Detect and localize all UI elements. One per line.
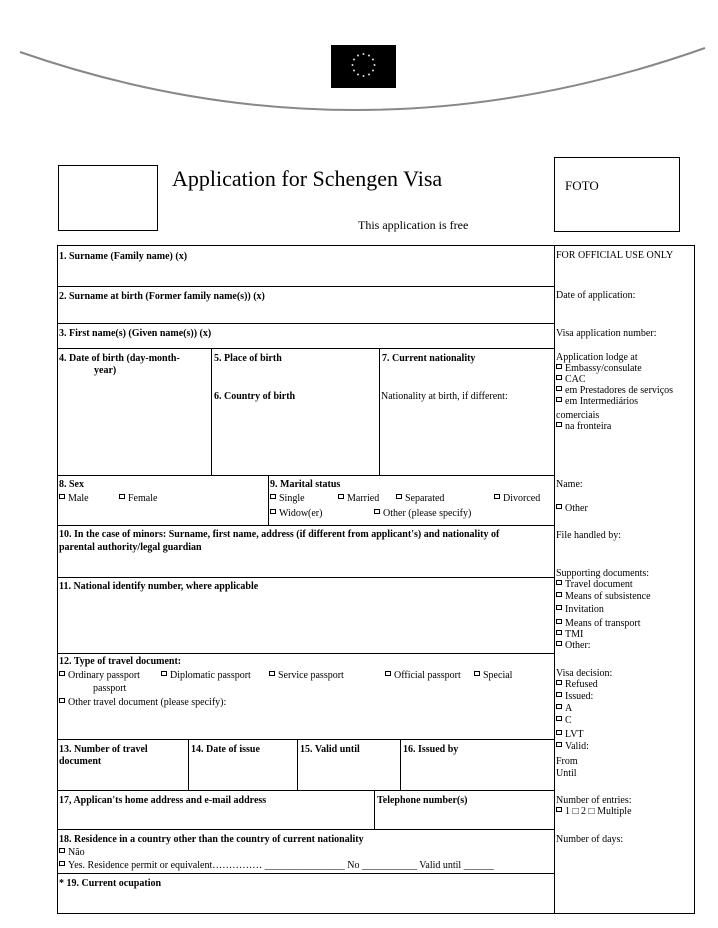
free-note: This application is free [358, 218, 469, 232]
a-label: A [565, 703, 573, 714]
checkbox-icon [59, 494, 65, 499]
marital-widow-option[interactable] [270, 508, 322, 520]
checkbox-icon [556, 592, 562, 597]
issued-label: Issued: [565, 691, 594, 702]
days-label: Number of days: [556, 834, 624, 845]
foto-label: FOTO [565, 178, 599, 193]
fronteira-label: na fronteira [565, 421, 612, 432]
checkbox-icon [474, 671, 480, 676]
support-means-transport-option[interactable] [556, 618, 641, 629]
checkbox-icon [270, 494, 276, 499]
foto-box [554, 157, 680, 232]
row-line [58, 577, 554, 578]
checkbox-icon [556, 504, 562, 509]
checkbox-icon [556, 680, 562, 685]
visa-number-label: Visa application number: [556, 328, 657, 339]
checkbox-icon [385, 671, 391, 676]
field-9-label: 9. Marital status [270, 479, 341, 490]
lodge-cac-option[interactable] [556, 374, 586, 385]
lodge-fronteira-option[interactable] [556, 421, 611, 432]
cac-label: CAC [565, 374, 586, 385]
support-means-sub-option[interactable] [556, 591, 651, 602]
field-1-label: 1. Surname (Family name) (x) [59, 251, 188, 262]
ordinary-label: Ordinary passport [68, 670, 140, 681]
application-form [57, 245, 695, 914]
travel-other-option[interactable] [59, 697, 226, 709]
other-specify-label: Other (please specify) [383, 508, 472, 519]
lodge-intermediarios-option[interactable] [556, 396, 638, 407]
field-18-label: 18. Residence in a country other than the country of current nationality [59, 834, 364, 845]
other-label: Other [565, 503, 588, 514]
checkbox-icon [119, 494, 125, 499]
entries-label: Number of entries: [556, 795, 632, 806]
checkbox-icon [270, 509, 276, 514]
embassy-label: Embassy/consulate [565, 363, 642, 374]
photo-box-left [58, 165, 158, 231]
checkbox-icon [556, 397, 562, 402]
name-label: Name: [556, 479, 583, 490]
field-16-label: 16. Issued by [403, 744, 459, 755]
travel-diplomatic-option[interactable] [161, 670, 251, 682]
field-2-label: 2. Surname at birth (Former family name(s)) (x) [59, 291, 265, 302]
official-heading: FOR OFFICIAL USE ONLY [556, 250, 674, 261]
checkbox-icon [59, 698, 65, 703]
checkbox-icon [269, 671, 275, 676]
field-7-label: 7. Current nationality [382, 353, 476, 364]
divorced-label: Divorced [503, 493, 541, 504]
sex-male-option[interactable] [59, 493, 89, 505]
means-sub-label: Means of subsistence [565, 591, 651, 602]
decision-lvt-option[interactable] [556, 729, 584, 740]
entries-options[interactable] [556, 806, 632, 817]
file-handled-label: File handled by: [556, 530, 621, 541]
page-title: Application for Schengen Visa [172, 166, 443, 191]
col-line [374, 790, 375, 829]
male-label: Male [68, 493, 89, 504]
widow-label: Widow(er) [279, 508, 323, 519]
field-13-label: 13. Number of travel [59, 744, 148, 755]
checkbox-icon [59, 861, 65, 866]
checkbox-icon [556, 704, 562, 709]
official-label: Official passport [394, 670, 461, 681]
other-travel-label: Other travel document (please specify): [68, 697, 227, 708]
checkbox-icon [374, 509, 380, 514]
field-6-label: 6. Country of birth [214, 391, 296, 402]
decision-a-option[interactable] [556, 703, 572, 714]
row-line [58, 653, 554, 654]
checkbox-icon [396, 494, 402, 499]
lodge-embassy-option[interactable] [556, 363, 642, 374]
field-19-label: * 19. Current ocupation [59, 878, 162, 889]
official-column-divider [554, 246, 555, 914]
lodge-label: Application lodge at [556, 352, 638, 363]
decision-issued-option[interactable] [556, 691, 593, 702]
checkbox-icon [556, 605, 562, 610]
residence-yes-option[interactable] [59, 860, 494, 872]
until-label: Until [556, 768, 577, 779]
col-line [379, 348, 380, 475]
checkbox-icon [556, 630, 562, 635]
diplomatic-label: Diplomatic passport [170, 670, 251, 681]
checkbox-icon [556, 692, 562, 697]
checkbox-icon [556, 716, 562, 721]
single-label: Single [279, 493, 305, 504]
means-transport-label: Means of transport [565, 618, 641, 629]
col-line [188, 739, 189, 790]
checkbox-icon [556, 619, 562, 624]
field-10-label: 10. In the case of minors: Surname, first name, address (if different from applicant's) and nationality of [59, 529, 500, 540]
checkbox-icon [556, 730, 562, 735]
col-line [297, 739, 298, 790]
support-tmi-option[interactable] [556, 629, 583, 640]
nao-label: Não [68, 847, 85, 858]
support-invitation-option[interactable] [556, 604, 604, 615]
visa-decision-label: Visa decision: [556, 668, 613, 679]
nationality-at-birth-label: Nationality at birth, if different: [381, 391, 508, 402]
intermediarios-label: em Intermediários [565, 396, 639, 407]
checkbox-icon [556, 375, 562, 380]
c-label: C [565, 715, 572, 726]
row-line [58, 525, 554, 526]
checkbox-icon [556, 742, 562, 747]
field-13-label-cont: document [59, 756, 102, 767]
prestadores-label: em Prestadores de serviços [565, 385, 674, 396]
from-label: From [556, 756, 578, 767]
sex-female-option[interactable] [119, 493, 157, 505]
checkbox-icon [161, 671, 167, 676]
invitation-label: Invitation [565, 604, 604, 615]
row-line [58, 790, 554, 791]
married-label: Married [347, 493, 380, 504]
eu-flag-logo [331, 45, 396, 88]
decision-refused-option[interactable] [556, 679, 598, 690]
col-line [400, 739, 401, 790]
marital-divorced-option[interactable] [494, 493, 540, 505]
field-8-label: 8. Sex [59, 479, 84, 490]
row-line [58, 475, 554, 476]
travel-doc-label: Travel document [565, 579, 633, 590]
separated-label: Separated [405, 493, 445, 504]
row-line [58, 873, 554, 874]
residence-nao-option[interactable] [59, 847, 85, 859]
travel-ordinary-option[interactable] [59, 670, 140, 682]
row-line [58, 323, 554, 324]
row-line [58, 286, 554, 287]
date-application-label: Date of application: [556, 290, 636, 301]
valid-label: Valid: [565, 741, 589, 752]
supporting-docs-label: Supporting documents: [556, 568, 650, 579]
entries-options-label: 1 □ 2 □ Multiple [565, 806, 632, 817]
field-5-label: 5. Place of birth [214, 353, 282, 364]
marital-separated-option[interactable] [396, 493, 444, 505]
marital-married-option[interactable] [338, 493, 379, 505]
phone-label: Telephone number(s) [377, 795, 468, 806]
tmi-label: TMI [565, 629, 584, 640]
comerciais-label: comerciais [556, 410, 600, 421]
field-4-label-cont: year) [94, 365, 117, 376]
checkbox-icon [59, 671, 65, 676]
lvt-label: LVT [565, 729, 584, 740]
marital-single-option[interactable] [270, 493, 305, 505]
decision-valid-option[interactable] [556, 741, 589, 752]
field-11-label: 11. National identify number, where applicable [59, 581, 259, 592]
col-line [268, 475, 269, 525]
travel-service-option[interactable] [269, 670, 344, 682]
field-3-label: 3. First name(s) (Given name(s)) (x) [59, 328, 212, 339]
checkbox-icon [556, 641, 562, 646]
checkbox-icon [556, 807, 562, 812]
travel-special-option[interactable] [474, 670, 512, 682]
service-label: Service passport [278, 670, 344, 681]
decision-c-option[interactable] [556, 715, 572, 726]
marital-other-option[interactable] [374, 508, 471, 520]
row-line [58, 348, 554, 349]
field-4-label: 4. Date of birth (day-month- [59, 353, 180, 364]
field-14-label: 14. Date of issue [191, 744, 260, 755]
support-travel-doc-option[interactable] [556, 579, 633, 590]
checkbox-icon [556, 580, 562, 585]
lodge-prestadores-option[interactable] [556, 385, 673, 396]
checkbox-icon [556, 364, 562, 369]
checkbox-icon [556, 386, 562, 391]
col-line [211, 348, 212, 475]
field-15-label: 15. Valid until [300, 744, 360, 755]
row-line [58, 829, 554, 830]
passport-word: passport [93, 683, 127, 694]
female-label: Female [128, 493, 158, 504]
checkbox-icon [494, 494, 500, 499]
field-12-label: 12. Type of travel document: [59, 656, 182, 667]
field-10-label-cont: parental authority/legal guardian [59, 542, 202, 553]
refused-label: Refused [565, 679, 598, 690]
travel-official-option[interactable] [385, 670, 461, 682]
special-label: Special [483, 670, 513, 681]
support-other-option[interactable] [556, 640, 591, 651]
checkbox-icon [338, 494, 344, 499]
other-option[interactable] [556, 503, 588, 514]
field-17-label: 17, Applican'ts home address and e-mail address [59, 795, 267, 806]
row-line [58, 739, 554, 740]
other2-label: Other: [565, 640, 591, 651]
checkbox-icon [59, 848, 65, 853]
yes-line-label: Yes. Residence permit or equivalent…………… ________________ No ___________ Valid until ______ [68, 860, 494, 871]
checkbox-icon [556, 422, 562, 427]
